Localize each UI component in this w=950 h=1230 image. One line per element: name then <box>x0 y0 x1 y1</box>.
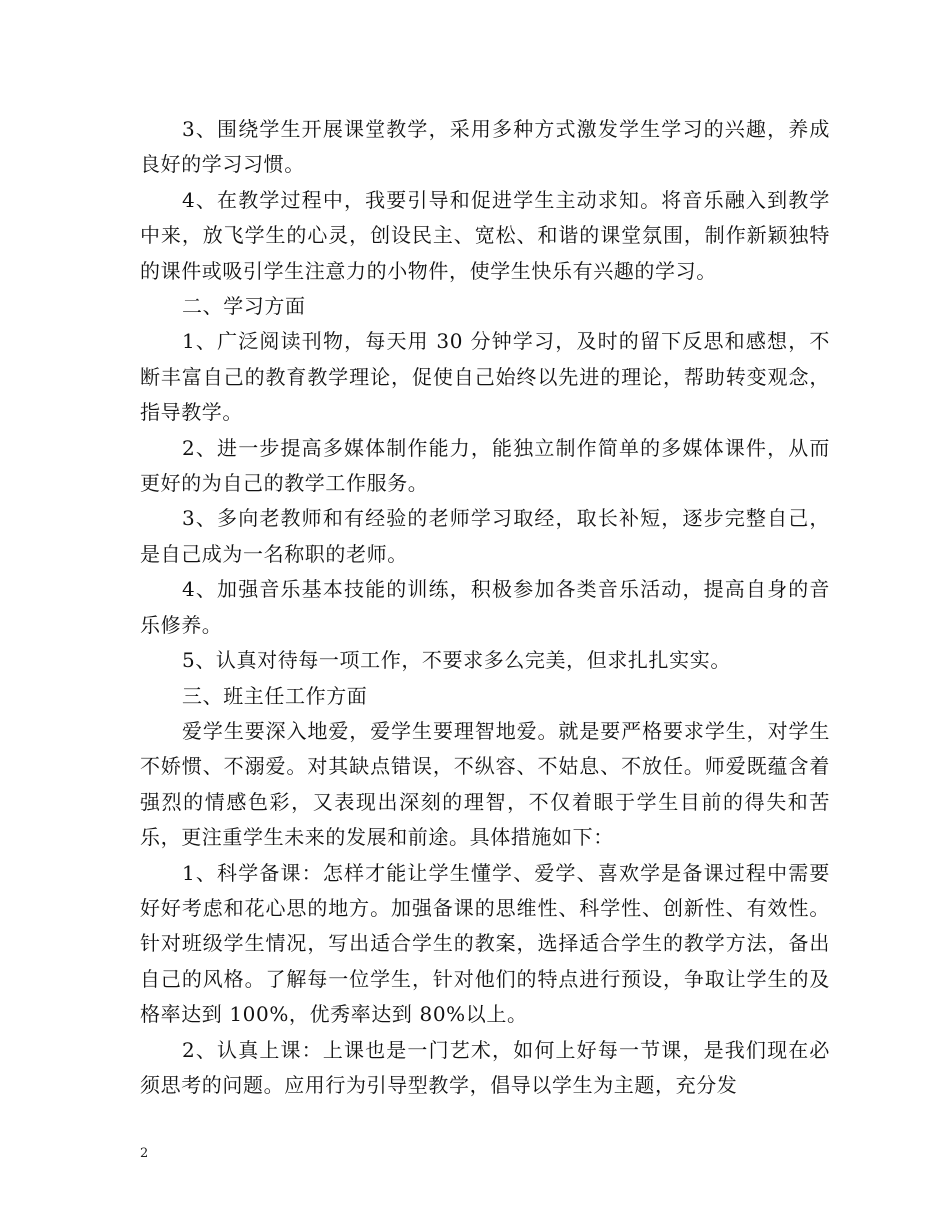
paragraph-study-5: 5、认真对待每一项工作，不要求多么完美，但求扎扎实实。 <box>182 648 731 673</box>
section-heading-class-teacher: 三、班主任工作方面 <box>182 683 368 708</box>
paragraph-lesson-prep: 1、科学备课：怎样才能让学生懂学、爱学、喜欢学是备课过程中需要好好考虑和花心思的地方。加强备课的思维性、科学性、创新性、有效性。针对班级学生情况，写出适合学生的教案，选择适合学生的教学方法，备出自己的风格。了解每一位学生，针对他们的特点进行预设，争取让学生的及格率达到 100%，优秀率达到 80%以上。 <box>140 860 830 1027</box>
paragraph-teaching-4: 4、在教学过程中，我要引导和促进学生主动求知。将音乐融入到教学中来，放飞学生的心灵，创设民主、宽松、和谐的课堂氛围，制作新颖独特的课件或吸引学生注意力的小物件，使学生快乐有兴趣的学习。 <box>140 187 830 283</box>
paragraph-class-teacher-intro: 爱学生要深入地爱，爱学生要理智地爱。就是要严格要求学生，对学生不娇惯、不溺爱。对其缺点错误，不纵容、不姑息、不放任。师爱既蕴含着强烈的情感色彩，又表现出深刻的理智，不仅着眼于学生目前的得失和苦乐，更注重学生未来的发展和前途。具体措施如下： <box>140 718 830 850</box>
paragraph-study-4: 4、加强音乐基本技能的训练，积极参加各类音乐活动，提高自身的音乐修养。 <box>140 577 830 637</box>
paragraph-study-1: 1、广泛阅读刊物，每天用 30 分钟学习，及时的留下反思和感想，不断丰富自己的教育教学理论，促使自己始终以先进的理论，帮助转变观念，指导教学。 <box>140 329 830 425</box>
document-body <box>140 112 830 1103</box>
paragraph-study-3: 3、多向老教师和有经验的老师学习取经，取长补短，逐步完整自己，是自己成为一名称职的老师。 <box>140 506 830 566</box>
page-number: 2 <box>140 1146 149 1161</box>
section-heading-study: 二、学习方面 <box>182 294 306 319</box>
paragraph-class-lecture: 2、认真上课：上课也是一门艺术，如何上好每一节课，是我们现在必须思考的问题。应用行为引导型教学，倡导以学生为主题，充分发 <box>140 1037 830 1097</box>
paragraph-study-2: 2、进一步提高多媒体制作能力，能独立制作简单的多媒体课件，从而更好的为自己的教学工作服务。 <box>140 435 830 496</box>
paragraph-teaching-3: 3、围绕学生开展课堂教学，采用多种方式激发学生学习的兴趣，养成良好的学习习惯。 <box>140 117 830 177</box>
